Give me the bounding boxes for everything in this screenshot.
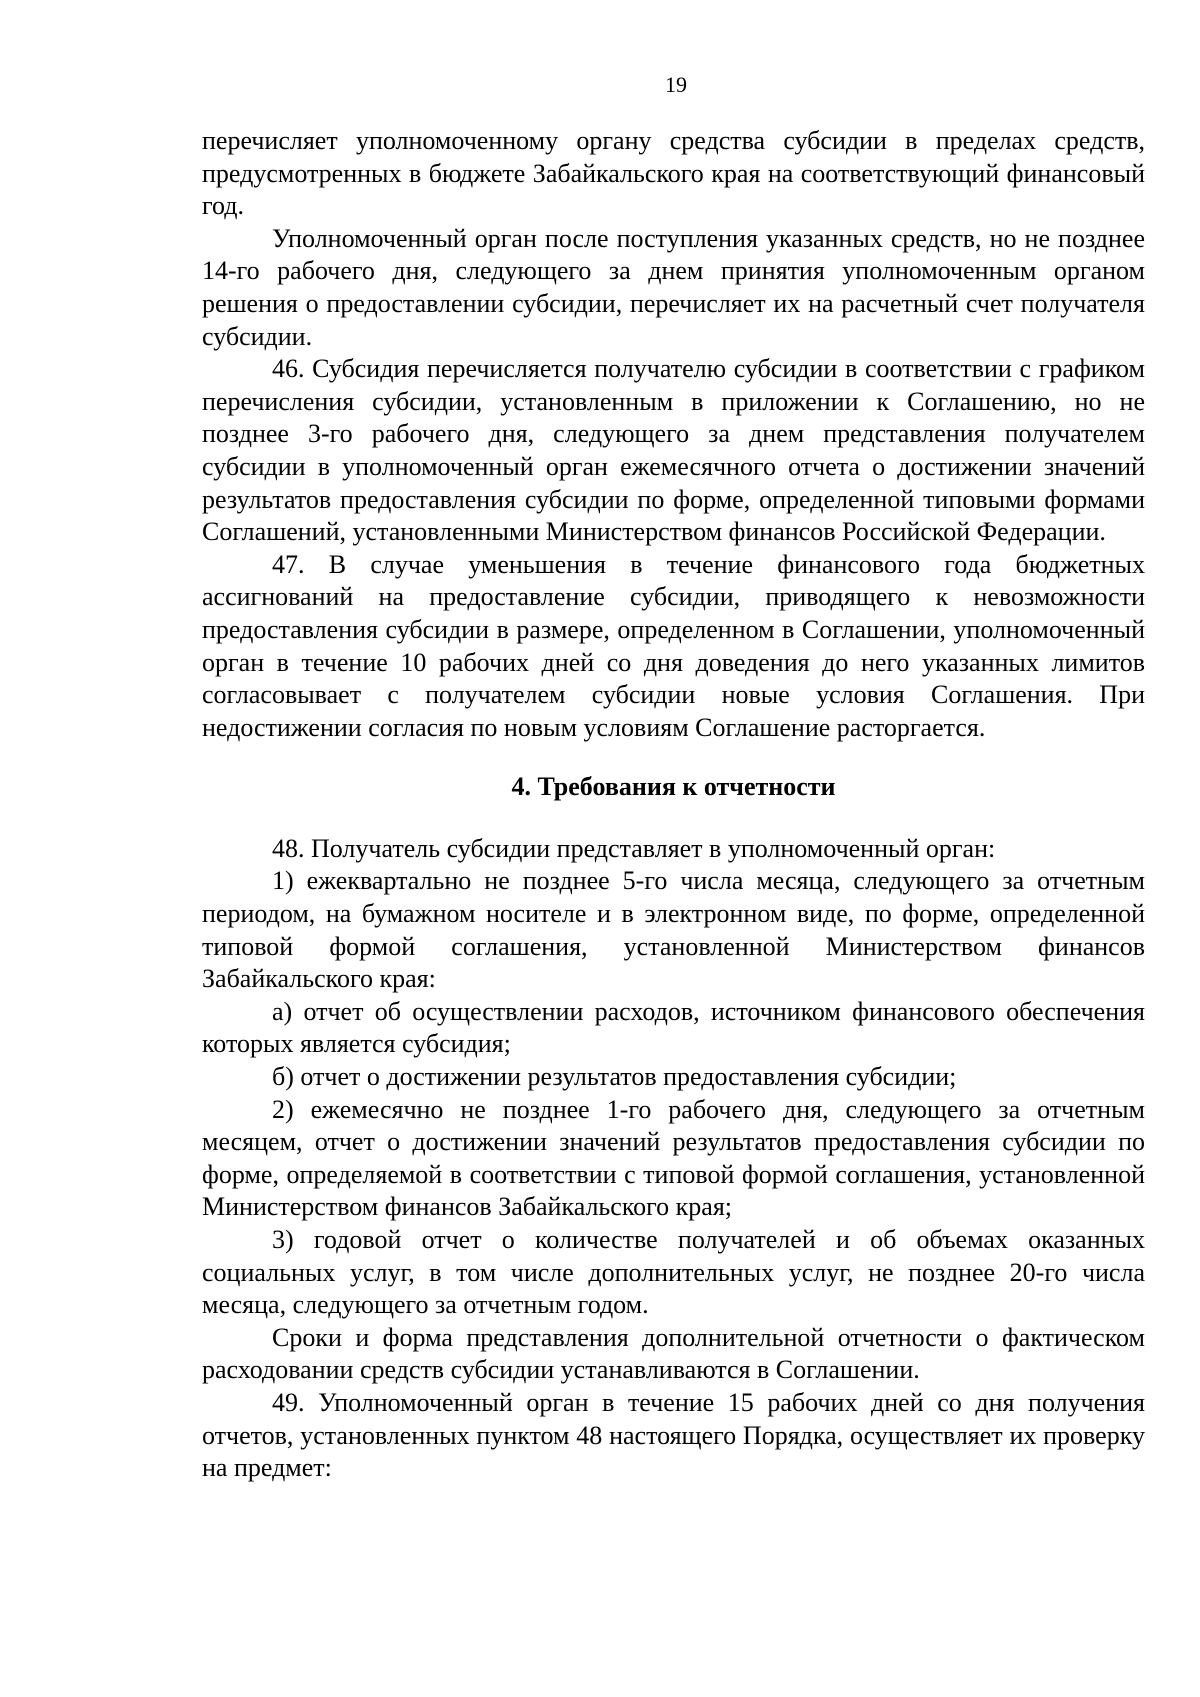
page-number: 19 (665, 72, 687, 97)
paragraph-49: 49. Уполномоченный орган в течение 15 рабочих дней со дня получения отчетов, установленных пунктом 48 настоящего Порядка, осуществляет их проверку на предмет: (202, 1387, 1145, 1483)
paragraph-48-item-1b: б) отчет о достижении результатов предоставления субсидии; (272, 1062, 957, 1092)
paragraph-48: 48. Получатель субсидии представляет в уполномоченный орган: (272, 833, 996, 863)
paragraph-48-item-2: 2) ежемесячно не позднее 1-го рабочего дня, следующего за отчетным месяцем, отчет о достижении значений результатов предоставления субсидии по форме, определяемой в соответствии с типовой формой соглашения, установленной Министерством финансов Забайкальского края; (202, 1094, 1145, 1222)
document-body (202, 125, 1145, 1485)
paragraph-48-item-1a: а) отчет об осуществлении расходов, источником финансового обеспечения которых является субсидия; (202, 996, 1145, 1059)
paragraph-continuation: перечисляет уполномоченному органу средства субсидии в пределах средств, предусмотренных в бюджете Забайкальского края на соответствующий финансовый год. (202, 126, 1145, 221)
paragraph-48-item-3: 3) годовой отчет о количестве получателей и об объемах оказанных социальных услуг, в том числе дополнительных услуг, не позднее 20-го числа месяца, следующего за отчетным годом. (202, 1225, 1145, 1320)
paragraph-48-item-1: 1) ежеквартально не позднее 5-го числа месяца, следующего за отчетным периодом, на бумажном носителе и в электронном виде, по форме, определенной типовой формой соглашения, установленной Министерством финансов Забайкальского края: (202, 866, 1145, 994)
section-heading: 4. Требования к отчетности (511, 772, 836, 802)
paragraph-46: 46. Субсидия перечисляется получателю субсидии в соответствии с графиком перечисления субсидии, установленным в приложении к Соглашению, но не позднее 3-го рабочего дня, следующего за днем представления получателем субсидии в уполномоченный орган ежемесячного отчета о достижении значений результатов предоставления субсидии по форме, определенной типовыми формами Соглашений, установленными Министерством финансов Российской Федерации. (202, 354, 1145, 547)
paragraph-additional-reporting: Сроки и форма представления дополнительной отчетности о фактическом расходовании средств субсидии устанавливаются в Соглашении. (202, 1322, 1145, 1385)
paragraph-transfer-to-account: Уполномоченный орган после поступления указанных средств, но не позднее 14-го рабочего дня, следующего за днем принятия уполномоченным органом решения о предоставлении субсидии, перечисляет их на расчетный счет получателя субсидии. (202, 223, 1145, 351)
paragraph-47: 47. В случае уменьшения в течение финансового года бюджетных ассигнований на предоставление субсидии, приводящего к невозможности предоставления субсидии в размере, определенном в Соглашении, уполномоченный орган в течение 10 рабочих дней со дня доведения до него указанных лимитов согласовывает с получателем субсидии новые условия Соглашения. При недостижении согласия по новым условиям Соглашение расторгается. (202, 549, 1145, 742)
